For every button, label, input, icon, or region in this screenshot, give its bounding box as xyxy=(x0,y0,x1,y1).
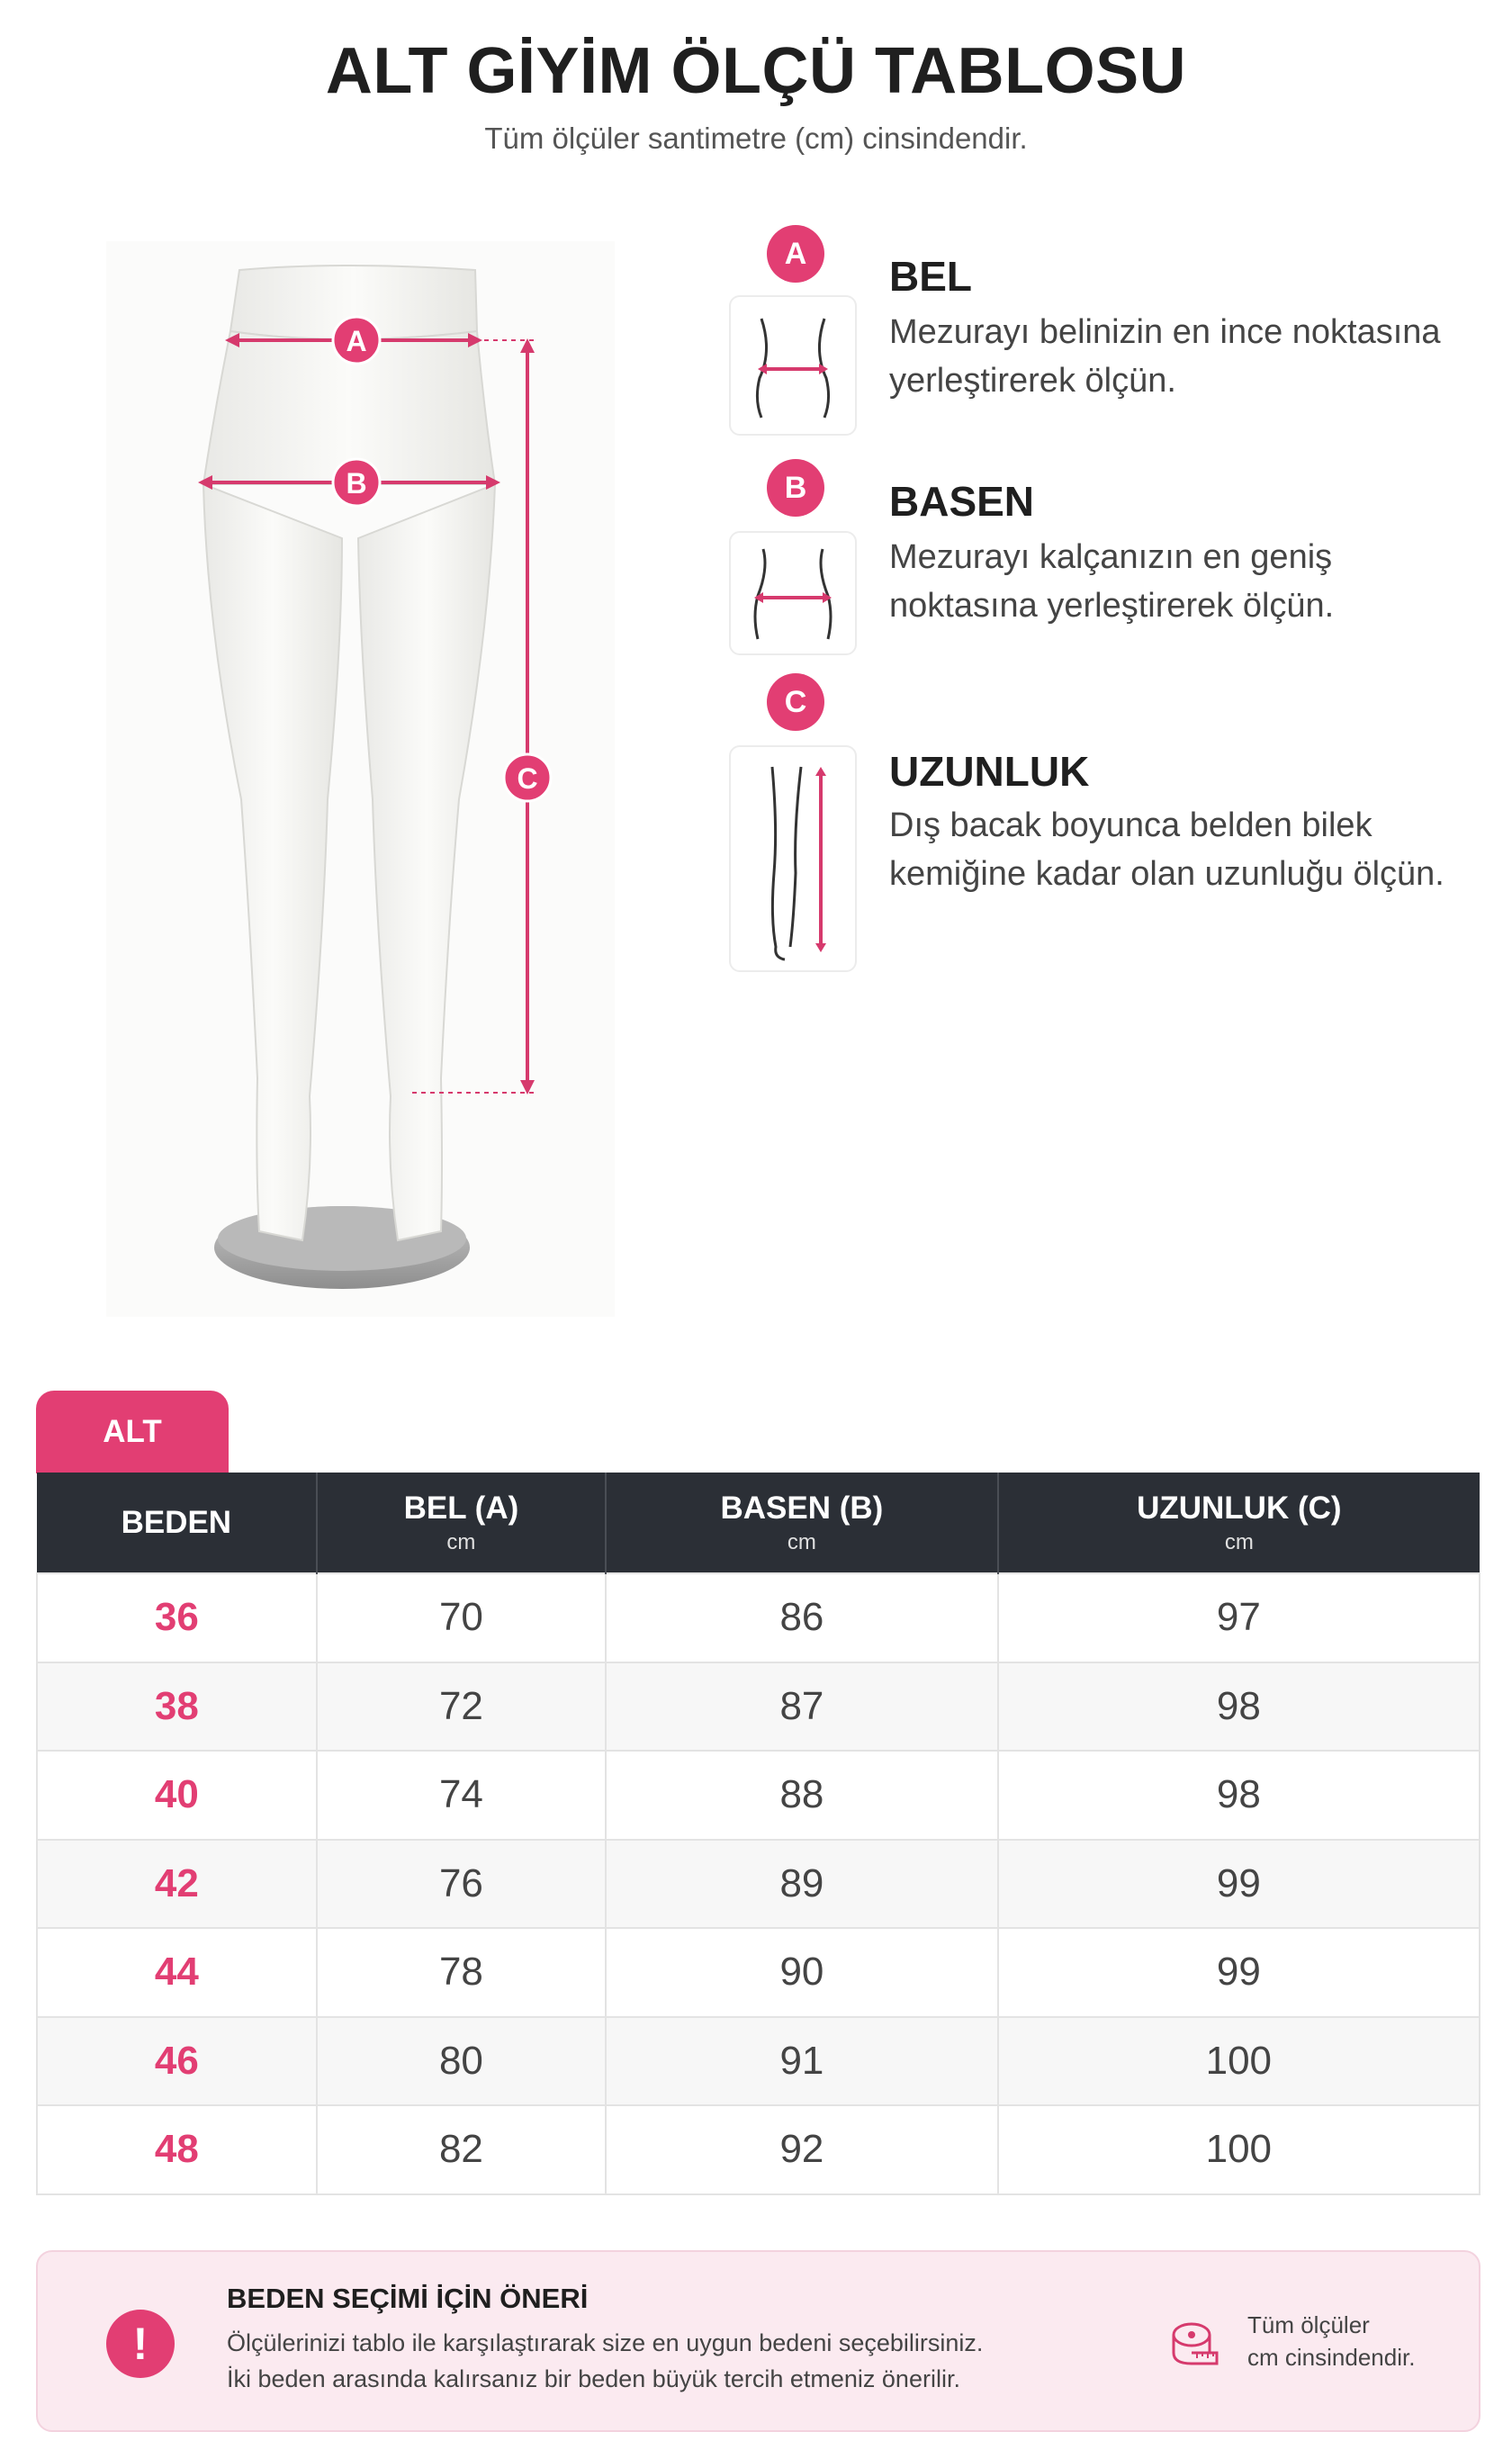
table-row xyxy=(37,1840,1480,1929)
waist-cell: 82 xyxy=(317,2105,607,2194)
length-cell: 97 xyxy=(998,1573,1480,1662)
size-cell: 38 xyxy=(37,1662,317,1752)
hip-cell: 92 xyxy=(606,2105,997,2194)
measurement-name: BEL xyxy=(889,253,972,300)
recommendation-title: BEDEN SEÇİMİ İÇİN ÖNERİ xyxy=(227,2283,589,2314)
measurement-desc-line2: yerleştirerek ölçün. xyxy=(889,362,1176,400)
badge-b: B xyxy=(767,459,824,517)
size-cell: 44 xyxy=(37,1928,317,2017)
header-basen: BASEN (B) cm xyxy=(606,1473,997,1573)
waist-cell: 76 xyxy=(317,1840,607,1929)
size-cell: 40 xyxy=(37,1751,317,1840)
length-cell: 100 xyxy=(998,2017,1480,2106)
recommendation-line2: İki beden arasında kalırsanız bir beden büyük tercih etmeniz önerilir. xyxy=(227,2365,960,2392)
svg-text:C: C xyxy=(517,762,538,795)
table-row xyxy=(37,1573,1480,1662)
measurement-desc-line2: kemiğine kadar olan uzunluğu ölçün. xyxy=(889,855,1444,893)
waist-cell: 78 xyxy=(317,1928,607,2017)
size-cell: 36 xyxy=(37,1573,317,1662)
measurement-desc-line1: Mezurayı kalçanızın en geniş xyxy=(889,538,1333,576)
hip-cell: 90 xyxy=(606,1928,997,2017)
page-subtitle: Tüm ölçüler santimetre (cm) cinsindendir. xyxy=(484,122,1028,155)
waist-cell: 72 xyxy=(317,1662,607,1752)
leg-length-icon xyxy=(729,745,857,972)
length-cell: 98 xyxy=(998,1662,1480,1752)
length-cell: 98 xyxy=(998,1751,1480,1840)
size-cell: 42 xyxy=(37,1840,317,1929)
recommendation-box xyxy=(36,2250,1480,2432)
hip-cell: 86 xyxy=(606,1573,997,1662)
note-line1: Tüm ölçüler xyxy=(1247,2311,1370,2338)
svg-text:A: A xyxy=(346,325,367,357)
size-cell: 46 xyxy=(37,2017,317,2106)
size-table xyxy=(36,1473,1480,2195)
exclamation-icon: ! xyxy=(106,2310,175,2378)
length-cell: 100 xyxy=(998,2105,1480,2194)
header-bel: BEL (A) cm xyxy=(317,1473,607,1573)
measurement-desc-line1: Dış bacak boyunca belden bilek xyxy=(889,806,1372,844)
badge-c: C xyxy=(767,673,824,731)
header-beden: BEDEN xyxy=(37,1473,317,1573)
note-line2: cm cinsindendir. xyxy=(1247,2344,1416,2371)
size-cell: 48 xyxy=(37,2105,317,2194)
hip-cell: 91 xyxy=(606,2017,997,2106)
page-title: ALT GİYİM ÖLÇÜ TABLOSU xyxy=(325,35,1187,107)
recommendation-line1: Ölçülerinizi tablo ile karşılaştırarak size en uygun bedeni seçebilirsiniz. xyxy=(227,2329,984,2356)
waist-icon xyxy=(729,295,857,436)
measuring-tape-icon xyxy=(1170,2315,1220,2369)
measurement-name: BASEN xyxy=(889,478,1035,525)
badge-a: A xyxy=(767,225,824,283)
measurement-desc-line1: Mezurayı belinizin en ince noktasına xyxy=(889,313,1441,351)
table-header-row xyxy=(37,1473,1480,1573)
mannequin-diagram xyxy=(106,241,615,1317)
hip-cell: 87 xyxy=(606,1662,997,1752)
svg-text:B: B xyxy=(346,467,367,500)
header-uzunluk: UZUNLUK (C) cm xyxy=(998,1473,1480,1573)
waist-cell: 74 xyxy=(317,1751,607,1840)
table-row xyxy=(37,1751,1480,1840)
measurement-name: UZUNLUK xyxy=(889,748,1090,795)
tab-alt[interactable]: ALT xyxy=(36,1391,229,1473)
hip-cell: 88 xyxy=(606,1751,997,1840)
waist-cell: 70 xyxy=(317,1573,607,1662)
length-cell: 99 xyxy=(998,1840,1480,1929)
table-row xyxy=(37,2105,1480,2194)
table-row xyxy=(37,2017,1480,2106)
measurement-desc-line2: noktasına yerleştirerek ölçün. xyxy=(889,587,1335,625)
hip-cell: 89 xyxy=(606,1840,997,1929)
table-row xyxy=(37,1928,1480,2017)
hip-icon xyxy=(729,531,857,655)
waist-cell: 80 xyxy=(317,2017,607,2106)
table-row xyxy=(37,1662,1480,1752)
length-cell: 99 xyxy=(998,1928,1480,2017)
